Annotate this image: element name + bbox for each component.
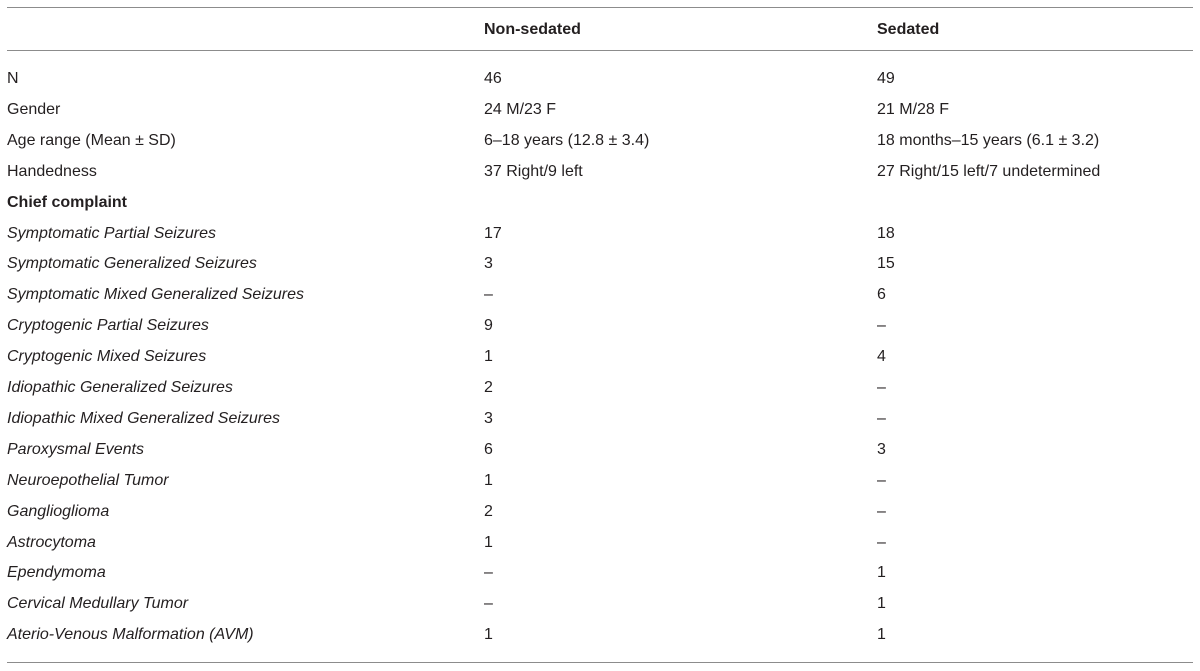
- sedated-value: –: [877, 503, 886, 520]
- sedated-value: 21 M/28 F: [877, 101, 950, 118]
- non-sedated-value: 37 Right/9 left: [484, 163, 583, 180]
- non-sedated-value: 46: [484, 70, 502, 87]
- sedated-value: 1: [877, 564, 886, 581]
- row-label: Cervical Medullary Tumor: [7, 595, 189, 612]
- row-label: Neuroepothelial Tumor: [7, 472, 169, 489]
- non-sedated-value: 6–18 years (12.8 ± 3.4): [484, 132, 650, 149]
- non-sedated-value: 2: [484, 379, 493, 396]
- sedated-value: 27 Right/15 left/7 undetermined: [877, 163, 1101, 180]
- row-label: Symptomatic Partial Seizures: [7, 225, 216, 242]
- row-label: Paroxysmal Events: [7, 441, 144, 458]
- row-label: Aterio-Venous Malformation (AVM): [7, 626, 254, 643]
- header-rule: [7, 50, 1193, 51]
- non-sedated-value: 3: [484, 410, 493, 427]
- non-sedated-value: 1: [484, 626, 493, 643]
- sedated-value: 15: [877, 255, 895, 272]
- non-sedated-value: 9: [484, 317, 493, 334]
- row-label: Symptomatic Generalized Seizures: [7, 255, 257, 272]
- non-sedated-value: 3: [484, 255, 493, 272]
- sedated-value: 4: [877, 348, 886, 365]
- non-sedated-value: 1: [484, 348, 493, 365]
- row-label: Symptomatic Mixed Generalized Seizures: [7, 286, 305, 303]
- non-sedated-value: –: [484, 286, 493, 303]
- sedated-value: 18 months–15 years (6.1 ± 3.2): [877, 132, 1100, 149]
- bottom-rule: [7, 662, 1193, 663]
- non-sedated-value: 24 M/23 F: [484, 101, 557, 118]
- header-sedated: Sedated: [877, 21, 940, 38]
- row-label: Gender: [7, 101, 61, 118]
- non-sedated-value: 2: [484, 503, 493, 520]
- non-sedated-value: 1: [484, 534, 493, 551]
- non-sedated-value: 1: [484, 472, 493, 489]
- row-label: Ganglioglioma: [7, 503, 110, 520]
- row-label: Cryptogenic Mixed Seizures: [7, 348, 207, 365]
- row-label: Chief complaint: [7, 194, 128, 211]
- header-non-sedated: Non-sedated: [484, 21, 581, 38]
- row-label: Idiopathic Mixed Generalized Seizures: [7, 410, 281, 427]
- row-label: Astrocytoma: [7, 534, 96, 551]
- row-label: Cryptogenic Partial Seizures: [7, 317, 209, 334]
- sedated-value: 3: [877, 441, 886, 458]
- sedated-value: –: [877, 534, 886, 551]
- sedated-value: 1: [877, 626, 886, 643]
- sedated-value: 18: [877, 225, 895, 242]
- top-rule: [7, 7, 1193, 8]
- row-label: N: [7, 70, 19, 87]
- non-sedated-value: –: [484, 564, 493, 581]
- row-label: Age range (Mean ± SD): [7, 132, 176, 149]
- sedated-value: –: [877, 317, 886, 334]
- row-label: Idiopathic Generalized Seizures: [7, 379, 233, 396]
- sedated-value: –: [877, 410, 886, 427]
- row-label: Ependymoma: [7, 564, 106, 581]
- sedated-value: 49: [877, 70, 895, 87]
- sedated-value: –: [877, 472, 886, 489]
- sedated-value: –: [877, 379, 886, 396]
- non-sedated-value: –: [484, 595, 493, 612]
- non-sedated-value: 6: [484, 441, 493, 458]
- sedated-value: 1: [877, 595, 886, 612]
- non-sedated-value: 17: [484, 225, 502, 242]
- sedated-value: 6: [877, 286, 886, 303]
- row-label: Handedness: [7, 163, 97, 180]
